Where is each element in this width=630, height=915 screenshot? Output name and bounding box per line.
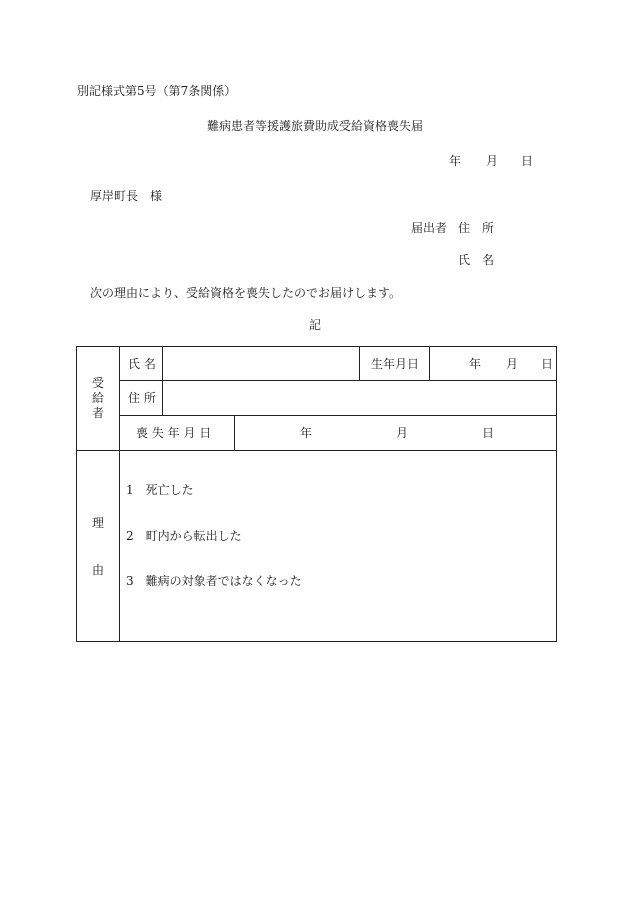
name-label: 氏 名 bbox=[128, 357, 156, 371]
table-rule bbox=[119, 380, 557, 381]
loss-day-label: 日 bbox=[482, 426, 495, 440]
address-value-cell bbox=[163, 383, 556, 413]
loss-date-label: 喪 失 年 月 日 bbox=[136, 426, 212, 440]
reason-label-1: 理 bbox=[92, 516, 105, 530]
table-rule bbox=[77, 450, 557, 451]
table-rule bbox=[429, 347, 430, 380]
statement-text: 次の理由により、受給資格を喪失したのでお届けします。 bbox=[90, 286, 402, 300]
loss-month-label: 月 bbox=[396, 426, 409, 440]
reason-item-3: 3 難病の対象者ではなくなった bbox=[126, 574, 302, 588]
loss-year-label: 年 bbox=[300, 426, 313, 440]
reason-item-1: 1 死亡した bbox=[126, 483, 194, 497]
date-day-label: 日 bbox=[521, 154, 534, 168]
table-rule bbox=[234, 415, 235, 450]
table-rule bbox=[359, 347, 360, 380]
recipient-label: 受 給 者 bbox=[91, 376, 104, 420]
address-label: 住 所 bbox=[128, 391, 156, 405]
date-year-label: 年 bbox=[449, 154, 462, 168]
birth-day-label: 日 bbox=[541, 357, 554, 371]
addressee: 厚岸町長 様 bbox=[90, 189, 163, 203]
reason-label-2: 由 bbox=[92, 563, 105, 577]
birthdate-label: 生年月日 bbox=[371, 357, 420, 371]
birth-month-label: 月 bbox=[506, 357, 519, 371]
birth-year-label: 年 bbox=[469, 357, 482, 371]
table-rule bbox=[119, 347, 120, 641]
notifier-name-label: 氏 名 bbox=[458, 253, 495, 267]
document-title: 難病患者等援護旅費助成受給資格喪失届 bbox=[206, 119, 423, 133]
form-table bbox=[76, 346, 557, 642]
notifier-label: 届出者 bbox=[411, 221, 448, 235]
form-number: 別記様式第5号（第7条関係） bbox=[77, 84, 237, 98]
notifier-address-label: 住 所 bbox=[458, 221, 495, 235]
name-value-cell bbox=[163, 350, 358, 378]
date-month-label: 月 bbox=[486, 154, 499, 168]
ki-heading: 記 bbox=[308, 318, 321, 332]
table-rule bbox=[119, 415, 557, 416]
reason-item-2: 2 町内から転出した bbox=[126, 529, 242, 543]
